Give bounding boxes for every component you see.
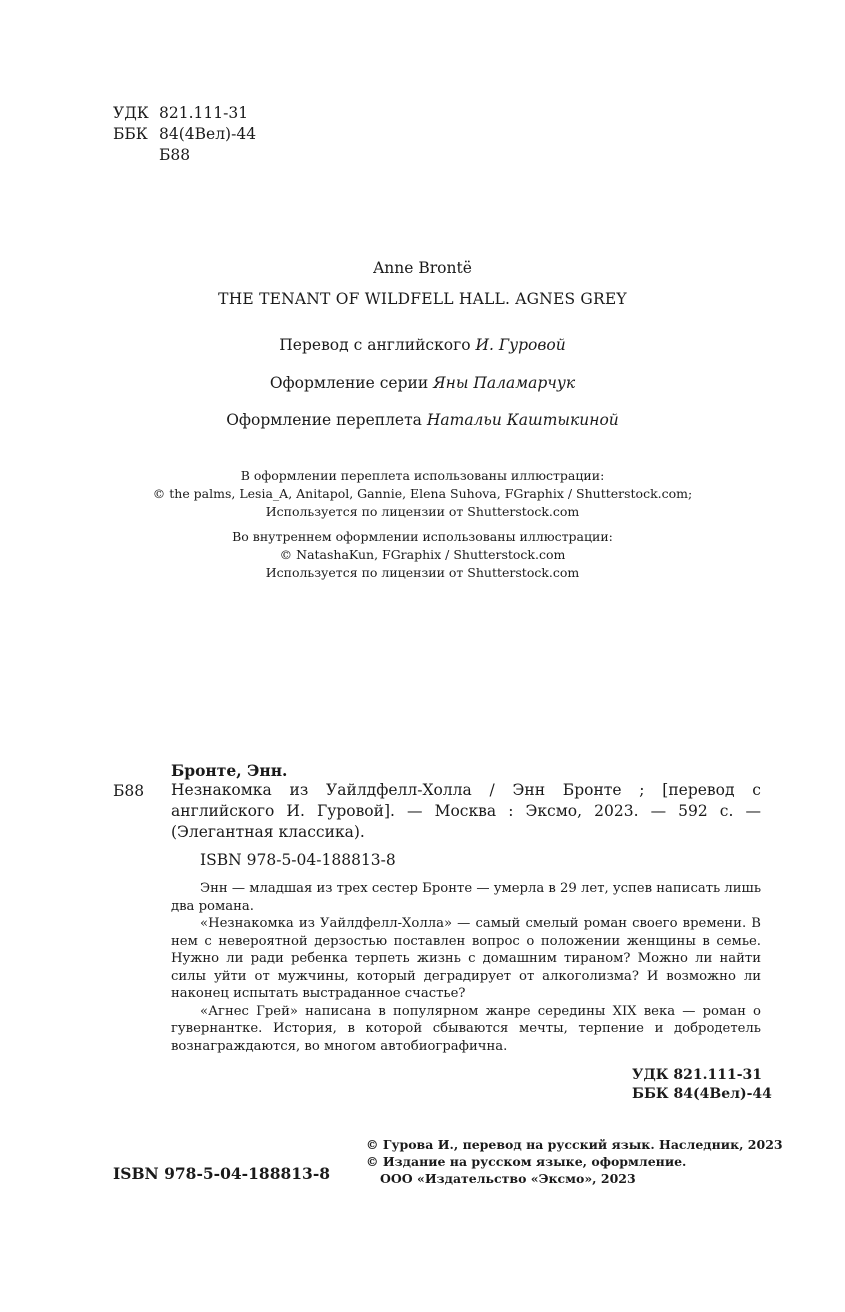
bbk-label: ББК bbox=[113, 125, 148, 143]
bibliography-isbn: ISBN 978-5-04-188813-8 bbox=[200, 851, 396, 869]
original-author: Anne Brontë bbox=[373, 259, 472, 277]
binding-design-credit bbox=[0, 411, 845, 429]
note-line: © the palms, Lesia_A, Anitapol, Gannie, Elena Suhova, FGraphix / Shutterstock.com; bbox=[152, 486, 693, 501]
credit-name: Натальи Каштыкиной bbox=[426, 411, 619, 429]
footer-bbk: ББК 84(4Вел)-44 bbox=[632, 1086, 772, 1102]
bibliography-code: Б88 bbox=[113, 782, 145, 800]
bibliography-description: Незнакомка из Уайлдфелл-Холла / Энн Бронте ; [перевод с английского И. Гуровой]. — Москва : Эксмо, 2023. — 592 с. — (Элегантная классика). bbox=[171, 781, 761, 841]
copyright-block bbox=[366, 1136, 783, 1187]
copyright-line: © Издание на русском языке, оформление. bbox=[366, 1154, 687, 1169]
binding-illustrations-note bbox=[0, 467, 845, 521]
translator-credit bbox=[0, 336, 845, 354]
credit-name: И. Гуровой bbox=[475, 336, 566, 354]
annotation-paragraph: «Незнакомка из Уайлдфелл-Холла» — самый смелый роман своего времени. В нем с невероятной дерзостью поставлен вопрос о положении женщины в семье. Нужно ли ради ребенка терпеть жизнь с домашним тираном? Можно ли найти силы уйти от мужчины, который деградирует от алкоголизма? И возможно ли наконец испытать выстраданное счастье? bbox=[171, 916, 761, 1001]
udk-value: 821.111-31 bbox=[159, 104, 249, 122]
credit-name: Яны Паламарчук bbox=[433, 374, 576, 392]
udk-row bbox=[113, 103, 256, 124]
series-design-credit bbox=[0, 374, 845, 392]
author-mark: Б88 bbox=[159, 146, 191, 164]
footer-udk: УДК 821.111-31 bbox=[632, 1067, 763, 1083]
annotation bbox=[171, 880, 761, 1055]
classification-block bbox=[113, 103, 256, 166]
interior-illustrations-note bbox=[0, 528, 845, 582]
credit-label: Оформление серии bbox=[269, 374, 429, 392]
note-line: В оформлении переплета использованы иллюстрации: bbox=[240, 468, 605, 483]
credit-label: Оформление переплета bbox=[226, 411, 422, 429]
bibliography-author: Бронте, Энн. bbox=[171, 761, 288, 780]
credit-label: Перевод с английского bbox=[279, 336, 471, 354]
copyright-line: ООО «Издательство «Эксмо», 2023 bbox=[380, 1171, 636, 1186]
note-line: © NatashaKun, FGraphix / Shutterstock.com bbox=[279, 547, 566, 562]
bbk-row bbox=[113, 124, 256, 145]
annotation-paragraph: «Агнес Грей» написана в популярном жанре середины XIX века — роман о гувернантке. История, в которой сбываются мечты, терпение и добродетель вознаграждаются, во многом автобиографична. bbox=[171, 1003, 761, 1054]
udk-label: УДК bbox=[113, 104, 149, 122]
author-mark-row bbox=[113, 145, 256, 166]
original-title: THE TENANT OF WILDFELL HALL. AGNES GREY bbox=[218, 290, 627, 308]
note-line: Используется по лицензии от Shutterstock.com bbox=[265, 565, 580, 580]
annotation-paragraph: Энн — младшая из трех сестер Бронте — умерла в 29 лет, успев написать лишь два романа. bbox=[171, 881, 761, 914]
footer-isbn: ISBN 978-5-04-188813-8 bbox=[113, 1164, 331, 1183]
footer-classification bbox=[632, 1066, 772, 1104]
note-line: Используется по лицензии от Shutterstock.com bbox=[265, 504, 580, 519]
note-line: Во внутреннем оформлении использованы иллюстрации: bbox=[232, 529, 613, 544]
bbk-value: 84(4Вел)-44 bbox=[159, 125, 257, 143]
copyright-line: © Гурова И., перевод на русский язык. Наследник, 2023 bbox=[366, 1137, 783, 1152]
